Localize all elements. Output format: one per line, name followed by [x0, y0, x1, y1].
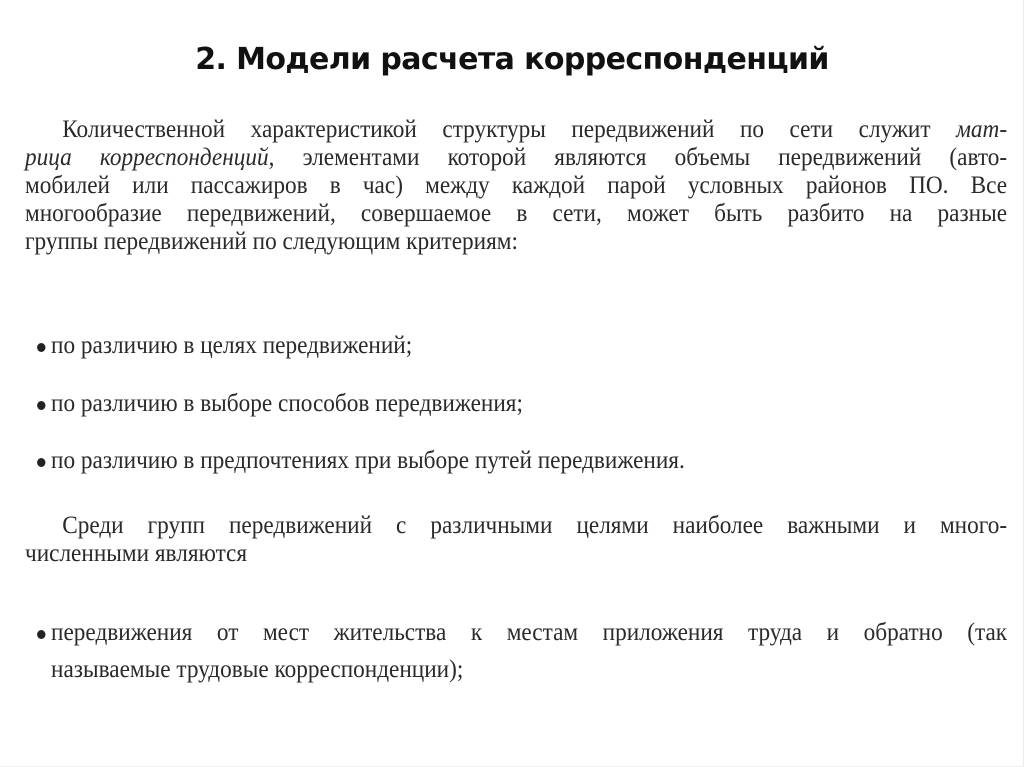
list-item [25, 328, 1007, 365]
paragraph-text: Количественной характеристикой структуры передвижений по сети служит [62, 116, 957, 143]
groups-paragraph [25, 512, 1008, 568]
term-matrix-italic: мат- [956, 116, 1008, 143]
paragraph-line: многообразие передвижений, совершаемое в сети, может быть разбито на разные [25, 200, 1008, 227]
list-item [25, 386, 1007, 423]
list-item [25, 615, 1007, 688]
list-item-text: по различию в целях передвижений; [51, 332, 413, 359]
groups-list [25, 615, 1008, 688]
bullet-icon [37, 401, 45, 410]
list-item-text: называемые трудовые корреспонденции); [51, 655, 464, 683]
bullet-icon [37, 630, 45, 639]
slide-title: 2. Модели расчета корреспонденций [195, 42, 829, 77]
list-item-text: по различию в выборе способов передвижения; [51, 389, 523, 417]
paragraph-line [25, 144, 1007, 172]
paragraph-line: Среди групп передвижений с различными целями наиболее важными и много- [62, 512, 1008, 539]
list-item [25, 443, 1007, 480]
list-item-text: по различию в предпочтениях при выборе путей передвижения. [51, 447, 685, 474]
term-matrix-italic: рица корреспонденций [25, 144, 269, 171]
bullet-icon [37, 343, 45, 352]
criteria-list [25, 328, 938, 480]
bullet-icon [37, 458, 45, 467]
paragraph-line [25, 116, 1007, 144]
paragraph-text: , элементами которой являются объемы передвижений (авто- [268, 144, 1008, 171]
paragraph-line: мобилей или пассажиров в час) между каждой парой условных районов ПО. Все [25, 172, 1008, 199]
paragraph-line: численными являются [25, 540, 248, 567]
paragraph-line: группы передвижений по следующим критериям: [25, 228, 518, 255]
list-item-text: передвижения от мест жительства к местам приложения труда и обратно (так [51, 619, 1008, 646]
intro-paragraph [25, 116, 1008, 256]
